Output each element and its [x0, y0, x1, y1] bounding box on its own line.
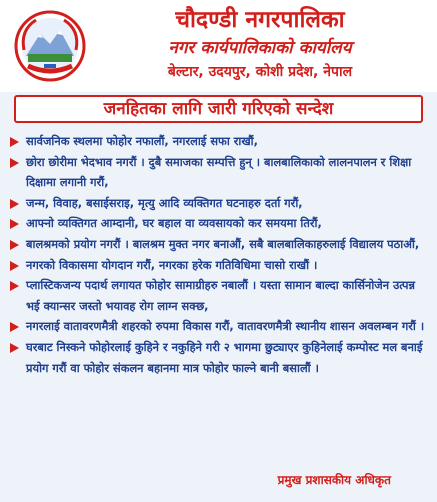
office-name: नगर कार्यपालिकाको कार्यालय: [168, 38, 352, 58]
arrow-bullet-icon: [10, 261, 19, 271]
nepal-emblem-icon: [14, 10, 86, 82]
arrow-bullet-icon: [10, 158, 19, 168]
list-item: [8, 193, 432, 214]
message-text: नगरलाई वातावरणमैत्री शहरको रुपमा विकास गरौं, वातावरणमैत्री स्थानीय शासन अवलम्बन गरौं ।: [26, 319, 425, 334]
header: [0, 0, 437, 92]
list-item: [8, 213, 432, 234]
list-item: [8, 275, 432, 316]
list-item: [8, 255, 432, 276]
list-item: [8, 152, 432, 193]
list-item: [8, 234, 432, 255]
message-text: नगरको विकासमा योगदान गरौं, नगरका हरेक गतिविधिमा चासो राखौं ।: [26, 257, 318, 272]
notice-title-banner: जनहितका लागि जारी गरिएको सन्देश: [14, 95, 423, 123]
message-text: प्लास्टिकजन्य पदार्थ लगायत फोहोर सामाग्रीहरु नबालौं । यस्ता सामान बाल्दा कार्सिनोजेन उत्पन्न भई क्यान्सर जस्तो भयावह रोग लाग्न सक्छ,: [26, 278, 415, 313]
message-text: घरबाट निस्कने फोहोरलाई कुहिने र नकुहिने गरी २ भागमा छुट्याएर कुहिनेलाई कम्पोस्ट मल बनाई प्रयोग गरौं वा फोहोर संकलन बहानमा मात्र फोहोर फाल्ने बानी बसालौं ।: [26, 339, 423, 375]
arrow-bullet-icon: [10, 199, 19, 209]
message-text: सार्वजनिक स्थलमा फोहोर नफालौं, नगरलाई सफा राखौं,: [26, 134, 258, 148]
address: बेल्टार, उदयपुर, कोशी प्रदेश, नेपाल: [167, 64, 353, 80]
arrow-bullet-icon: [10, 219, 19, 229]
signature-line: प्रमुख प्रशासकीय अधिकृत: [277, 473, 391, 487]
message-text: बालश्रमको प्रयोग नगरौं । बालश्रम मुक्त नगर बनाऔं, सबै बालबालिकाहरुलाई विद्यालय पठाऔं,: [26, 236, 420, 251]
list-item: [8, 337, 432, 378]
list-item: [8, 316, 432, 337]
message-text: आफ्नो व्यक्तिगत आम्दानी, घर बहाल वा व्यवसायको कर समयमा तिरौं,: [26, 216, 322, 231]
arrow-bullet-icon: [10, 240, 19, 250]
arrow-bullet-icon: [10, 343, 19, 353]
arrow-bullet-icon: [10, 137, 19, 147]
org-name: चौदण्डी नगरपालिका: [175, 7, 345, 33]
message-text: छोरा छोरीमा भेदभाव नगरौं । दुबै समाजका सम्पत्ति हुन् । बालबालिकाको लालनपालन र शिक्षा दिक्षामा लगानी गरौं,: [26, 154, 412, 190]
list-item: [8, 131, 432, 152]
arrow-bullet-icon: [10, 322, 19, 332]
message-text: जन्म, विवाह, बसाईसराइ, मृत्यु आदि व्यक्तिगत घटनाहरु दर्ता गरौं,: [26, 195, 303, 210]
arrow-bullet-icon: [10, 281, 19, 291]
message-list: [8, 131, 432, 378]
